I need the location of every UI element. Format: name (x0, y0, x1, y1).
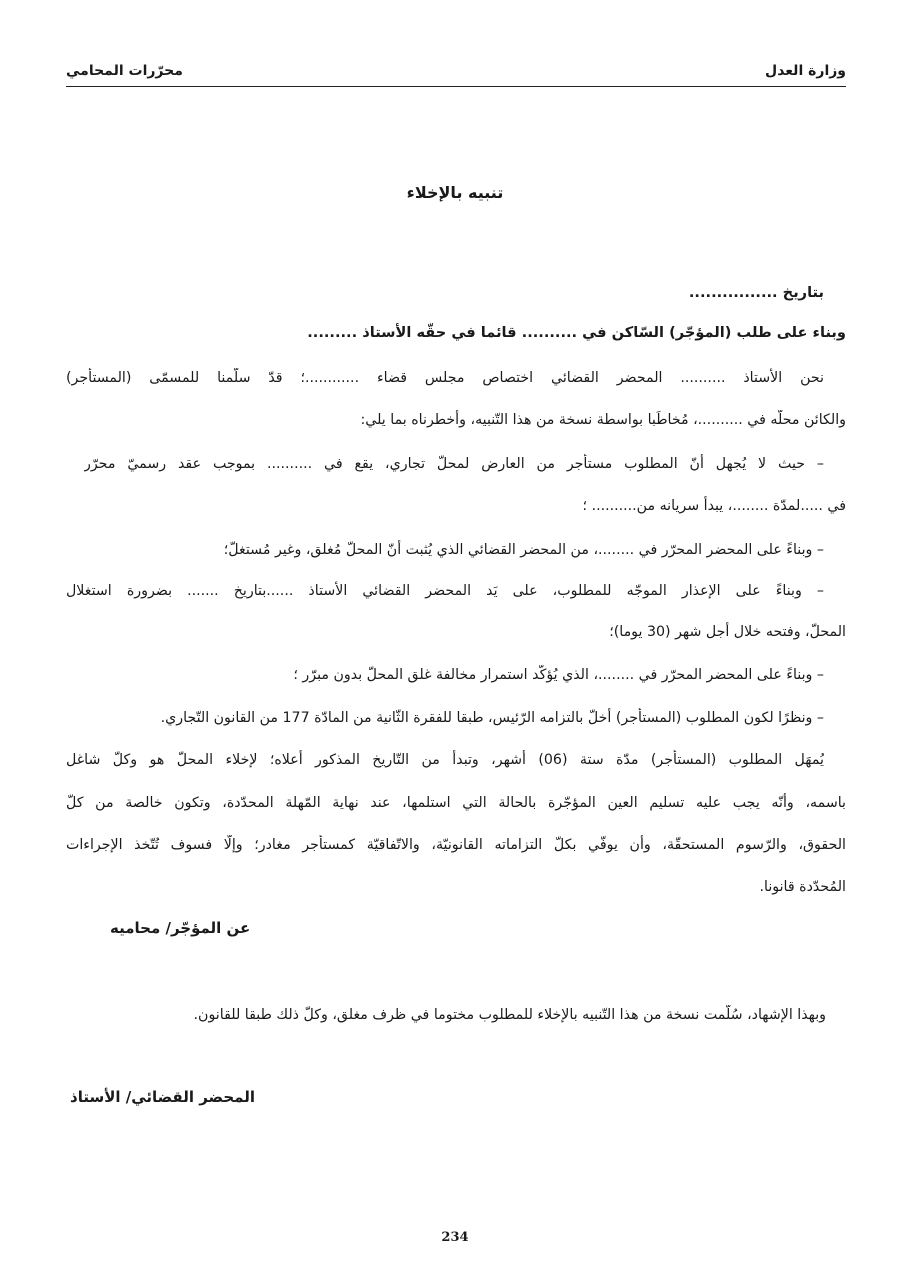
lessor-signature-label: عن المؤجّر/ محاميه (110, 919, 251, 937)
intro-line-1: نحن الأستاذ .......... المحضر القضائي اختصاص مجلس قضاء ............؛ قدّ سلّمنا للمسمّى (المستأجر) (66, 370, 824, 386)
request-line: وبناء على طلب (المؤجّر) السّاكن في .......... قائما في حقّه الأستاذ ......... (307, 324, 846, 341)
clause-5: – ونظرًا لكون المطلوب (المستأجر) أخلّ بالتزامه الرّئيس، طبقا للفقرة الثّانية من المادّة 177 من القانون التّجاري. (160, 710, 824, 726)
clause-1-line-1: – حيث لا يُجهل أنّ المطلوب مستأجر من العارض لمحلّ تجاري، يقع في .......... بموجب عقد رسميّ محرّر (84, 456, 824, 472)
page-header (66, 56, 846, 87)
clause-4: – وبناءً على المحضر المحرّر في ........، الذي يُؤكّد استمرار مخالفة غلق المحلّ بدون مبرّر ؛ (293, 667, 824, 683)
notice-line-1: يُمهَل المطلوب (المستأجر) مدّة ستة (06) أشهر، وتبدأ من التّاريخ المذكور أعلاه؛ لإخلاء المحلّ هو وكلّ شاغل (66, 752, 824, 768)
document-title: تنبيه بالإخلاء (406, 183, 504, 202)
date-line: بتاريخ ................ (688, 284, 824, 301)
intro-line-2: والكائن محلّه في ..........، مُخاطَبا بواسطة نسخة من هذا التّنبيه، وأخطرناه بما يلي: (360, 412, 846, 428)
bailiff-signature-label: المحضر القضائي/ الأستاذ (70, 1088, 255, 1106)
clause-1-line-2: في .....لمدّة ........، يبدأ سريانه من.......... ؛ (582, 498, 846, 514)
clause-3-line-2: المحلّ، وفتحه خلال أجل شهر (30 يوما)؛ (609, 624, 846, 640)
notice-line-4: المُحدّدة قانونا. (759, 879, 846, 895)
notice-line-2: باسمه، وأنّه يجب عليه تسليم العين المؤجّرة بالحالة التي استلمها، عند نهاية المّهلة المحدّدة، وتكون خالصة من كلّ (66, 795, 846, 811)
page-number: 234 (441, 1230, 469, 1245)
clause-2: – وبناءً على المحضر المحرّر في ........، من المحضر القضائي الذي يُثبت أنّ المحلّ مُغلق، وغير مُستغلّ؛ (223, 542, 824, 558)
clause-3-line-1: – وبناءً على الإعذار الموجّه للمطلوب، على يَد المحضر القضائي الأستاذ ......بتاريخ ....... بضرورة استغلال (66, 583, 824, 599)
header-ministry: وزارة العدل (765, 63, 846, 79)
header-book-title: محرّرات المحامي (66, 63, 183, 79)
witness-statement: وبهذا الإشهاد، سُلّمت نسخة من هذا التّنبيه بالإخلاء للمطلوب مختوما في ظرف مغلق، وكلّ ذلك طبقا للقانون. (193, 1007, 826, 1023)
notice-line-3: الحقوق، والرّسوم المستحقّة، وأن يوفّي بكلّ التزاماته القانونيّة، والاتّفاقيّة كمستأجر مغادر؛ وإلّا فسوف تُتّخذ الإجراءات (66, 837, 846, 853)
